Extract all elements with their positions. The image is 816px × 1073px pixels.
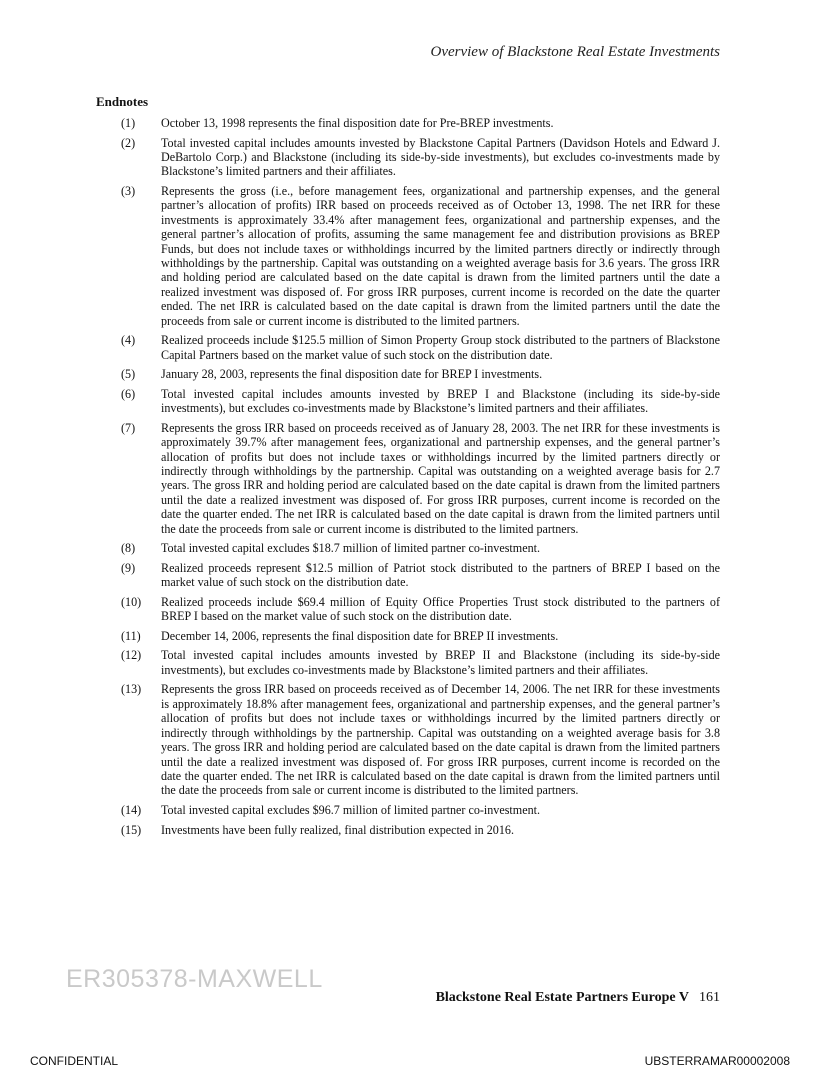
endnotes-list (96, 116, 720, 842)
endnote-number: (1) (121, 116, 136, 130)
endnote-number: (5) (121, 367, 136, 382)
endnote-text: Total invested capital excludes $18.7 million of limited partner co-investment. (161, 541, 540, 556)
endnote-item (96, 561, 720, 590)
confidential-label: CONFIDENTIAL (30, 1054, 119, 1068)
document-id-watermark: ER305378-MAXWELL (66, 965, 323, 993)
endnote-text: December 14, 2006, represents the final disposition date for BREP II investments. (161, 628, 559, 643)
endnote-number: (7) (121, 420, 136, 435)
endnote-item (96, 333, 720, 362)
running-header-title: Overview of Blackstone Real Estate Investments (430, 44, 720, 60)
endnote-number: (4) (121, 333, 136, 348)
endnote-item (96, 116, 720, 130)
endnote-item (96, 367, 720, 381)
endnote-text: January 28, 2003, represents the final disposition date for BREP I investments. (161, 367, 543, 382)
endnote-number: (3) (121, 184, 136, 198)
endnote-number: (15) (121, 822, 142, 837)
endnote-number: (6) (121, 386, 136, 401)
endnote-item (96, 648, 720, 677)
endnote-item (96, 803, 720, 817)
section-heading: Endnotes (96, 94, 149, 109)
endnote-number: (2) (121, 135, 136, 150)
endnote-text: Total invested capital includes amounts invested by BREP I and Blackstone (including its side-by-side investments), but excludes co-investments made by Blackstone’s limited partners and their affiliates. (161, 386, 720, 416)
page-footer (436, 990, 720, 1006)
endnote-text: Represents the gross (i.e., before management fees, organizational and partnership expenses, and the general partner’s allocation of profits) IRR based on proceeds received as of October 13, 1998. The net IRR for these investments is approximately 33.4% after management fees, organizational and partnership expenses, and the general partner’s allocation of profits, assuming the same management fee and distribution provisions as BREP Funds, but does not include taxes or withholdings incurred by the limited partners directly or indirectly through withholdings by the partnership. Capital was outstanding on a weighted average basis for 3.6 years. The gross IRR and holding period are calculated based on the date capital is drawn from the limited partners until the date a realized investment was disposed of. For gross IRR purposes, current income is recorded on the date the quarter ended. The net IRR is calculated based on the date capital is drawn from the limited partners until the date the proceeds from sale or current income is distributed to the limited partners. (161, 184, 720, 328)
endnote-item (96, 421, 720, 536)
endnote-number: (11) (121, 628, 141, 643)
endnote-item (96, 682, 720, 797)
endnote-text: Represents the gross IRR based on proceeds received as of January 28, 2003. The net IRR for these investments is approximately 39.7% after management fees, organizational and partnership expenses, and the general partner’s allocation of profits but does not include taxes or withholdings incurred by the limited partners directly or indirectly through withholdings by the partnership. Capital was outstanding on a weighted average basis for 2.7 years. The gross IRR and holding period are calculated based on the date capital is drawn from the limited partners until the date a realized investment was disposed of. For gross IRR purposes, current income is recorded on the date the quarter ended. The net IRR is calculated based on the date capital is drawn from the limited partners until the date the proceeds from sale or current income is distributed to the limited partners. (161, 420, 720, 536)
endnote-item (96, 136, 720, 179)
endnote-item (96, 184, 720, 328)
endnote-text: Total invested capital includes amounts invested by BREP II and Blackstone (including its side-by-side investments), but excludes co-investments made by Blackstone’s limited partners and their affiliates. (161, 648, 720, 677)
endnote-text: Realized proceeds include $125.5 million of Simon Property Group stock distributed to the partners of Blackstone Capital Partners based on the market value of such stock on the distribution date. (161, 333, 720, 362)
endnote-text: Investments have been fully realized, final distribution expected in 2016. (161, 822, 514, 837)
endnote-text: Realized proceeds include $69.4 million of Equity Office Properties Trust stock distributed to the partners of BREP I based on the market value of such stock on the distribution date. (161, 594, 720, 624)
endnote-text: Realized proceeds represent $12.5 million of Patriot stock distributed to the partners of BREP I based on the market value of such stock on the distribution date. (161, 560, 720, 590)
endnote-number: (10) (121, 594, 142, 609)
endnote-item (96, 541, 720, 555)
endnote-number: (8) (121, 541, 136, 556)
page-number: 161 (699, 990, 720, 1005)
endnote-item (96, 387, 720, 416)
endnote-text: Total invested capital excludes $96.7 million of limited partner co-investment. (161, 802, 540, 817)
endnote-item (96, 823, 720, 837)
endnote-item (96, 629, 720, 643)
endnote-text: Total invested capital includes amounts invested by Blackstone Capital Partners (Davidson Hotels and Edward J. DeBartolo Corp.) and Blackstone (including its side-by-side investments), but excludes co-investments made by Blackstone’s limited partners and their affiliates. (161, 135, 720, 179)
endnote-text: Represents the gross IRR based on proceeds received as of December 14, 2006. The net IRR for these investments is approximately 18.8% after management fees, organizational and partnership expenses, and the general partner’s allocation of profits but does not include taxes or withholdings incurred by the limited partners directly or indirectly through withholdings by the partnership. Capital was outstanding on a weighted average basis for 3.8 years. The gross IRR and holding period are calculated based on the date capital is drawn from the limited partners until the date a realized investment was disposed of. For gross IRR purposes, current income is recorded on the date the quarter ended. The net IRR is calculated based on the date capital is drawn from the limited partners until the date the proceeds from sale or current income is distributed to the limited partners. (161, 682, 720, 798)
endnote-item (96, 595, 720, 624)
endnote-number: (14) (121, 802, 142, 817)
endnote-number: (9) (121, 560, 136, 575)
endnote-number: (12) (121, 648, 142, 663)
fund-name: Blackstone Real Estate Partners Europe V (435, 990, 689, 1005)
bates-number: UBSTERRAMAR00002008 (644, 1054, 790, 1068)
endnote-number: (13) (121, 682, 142, 697)
endnote-text: October 13, 1998 represents the final disposition date for Pre-BREP investments. (161, 116, 554, 130)
